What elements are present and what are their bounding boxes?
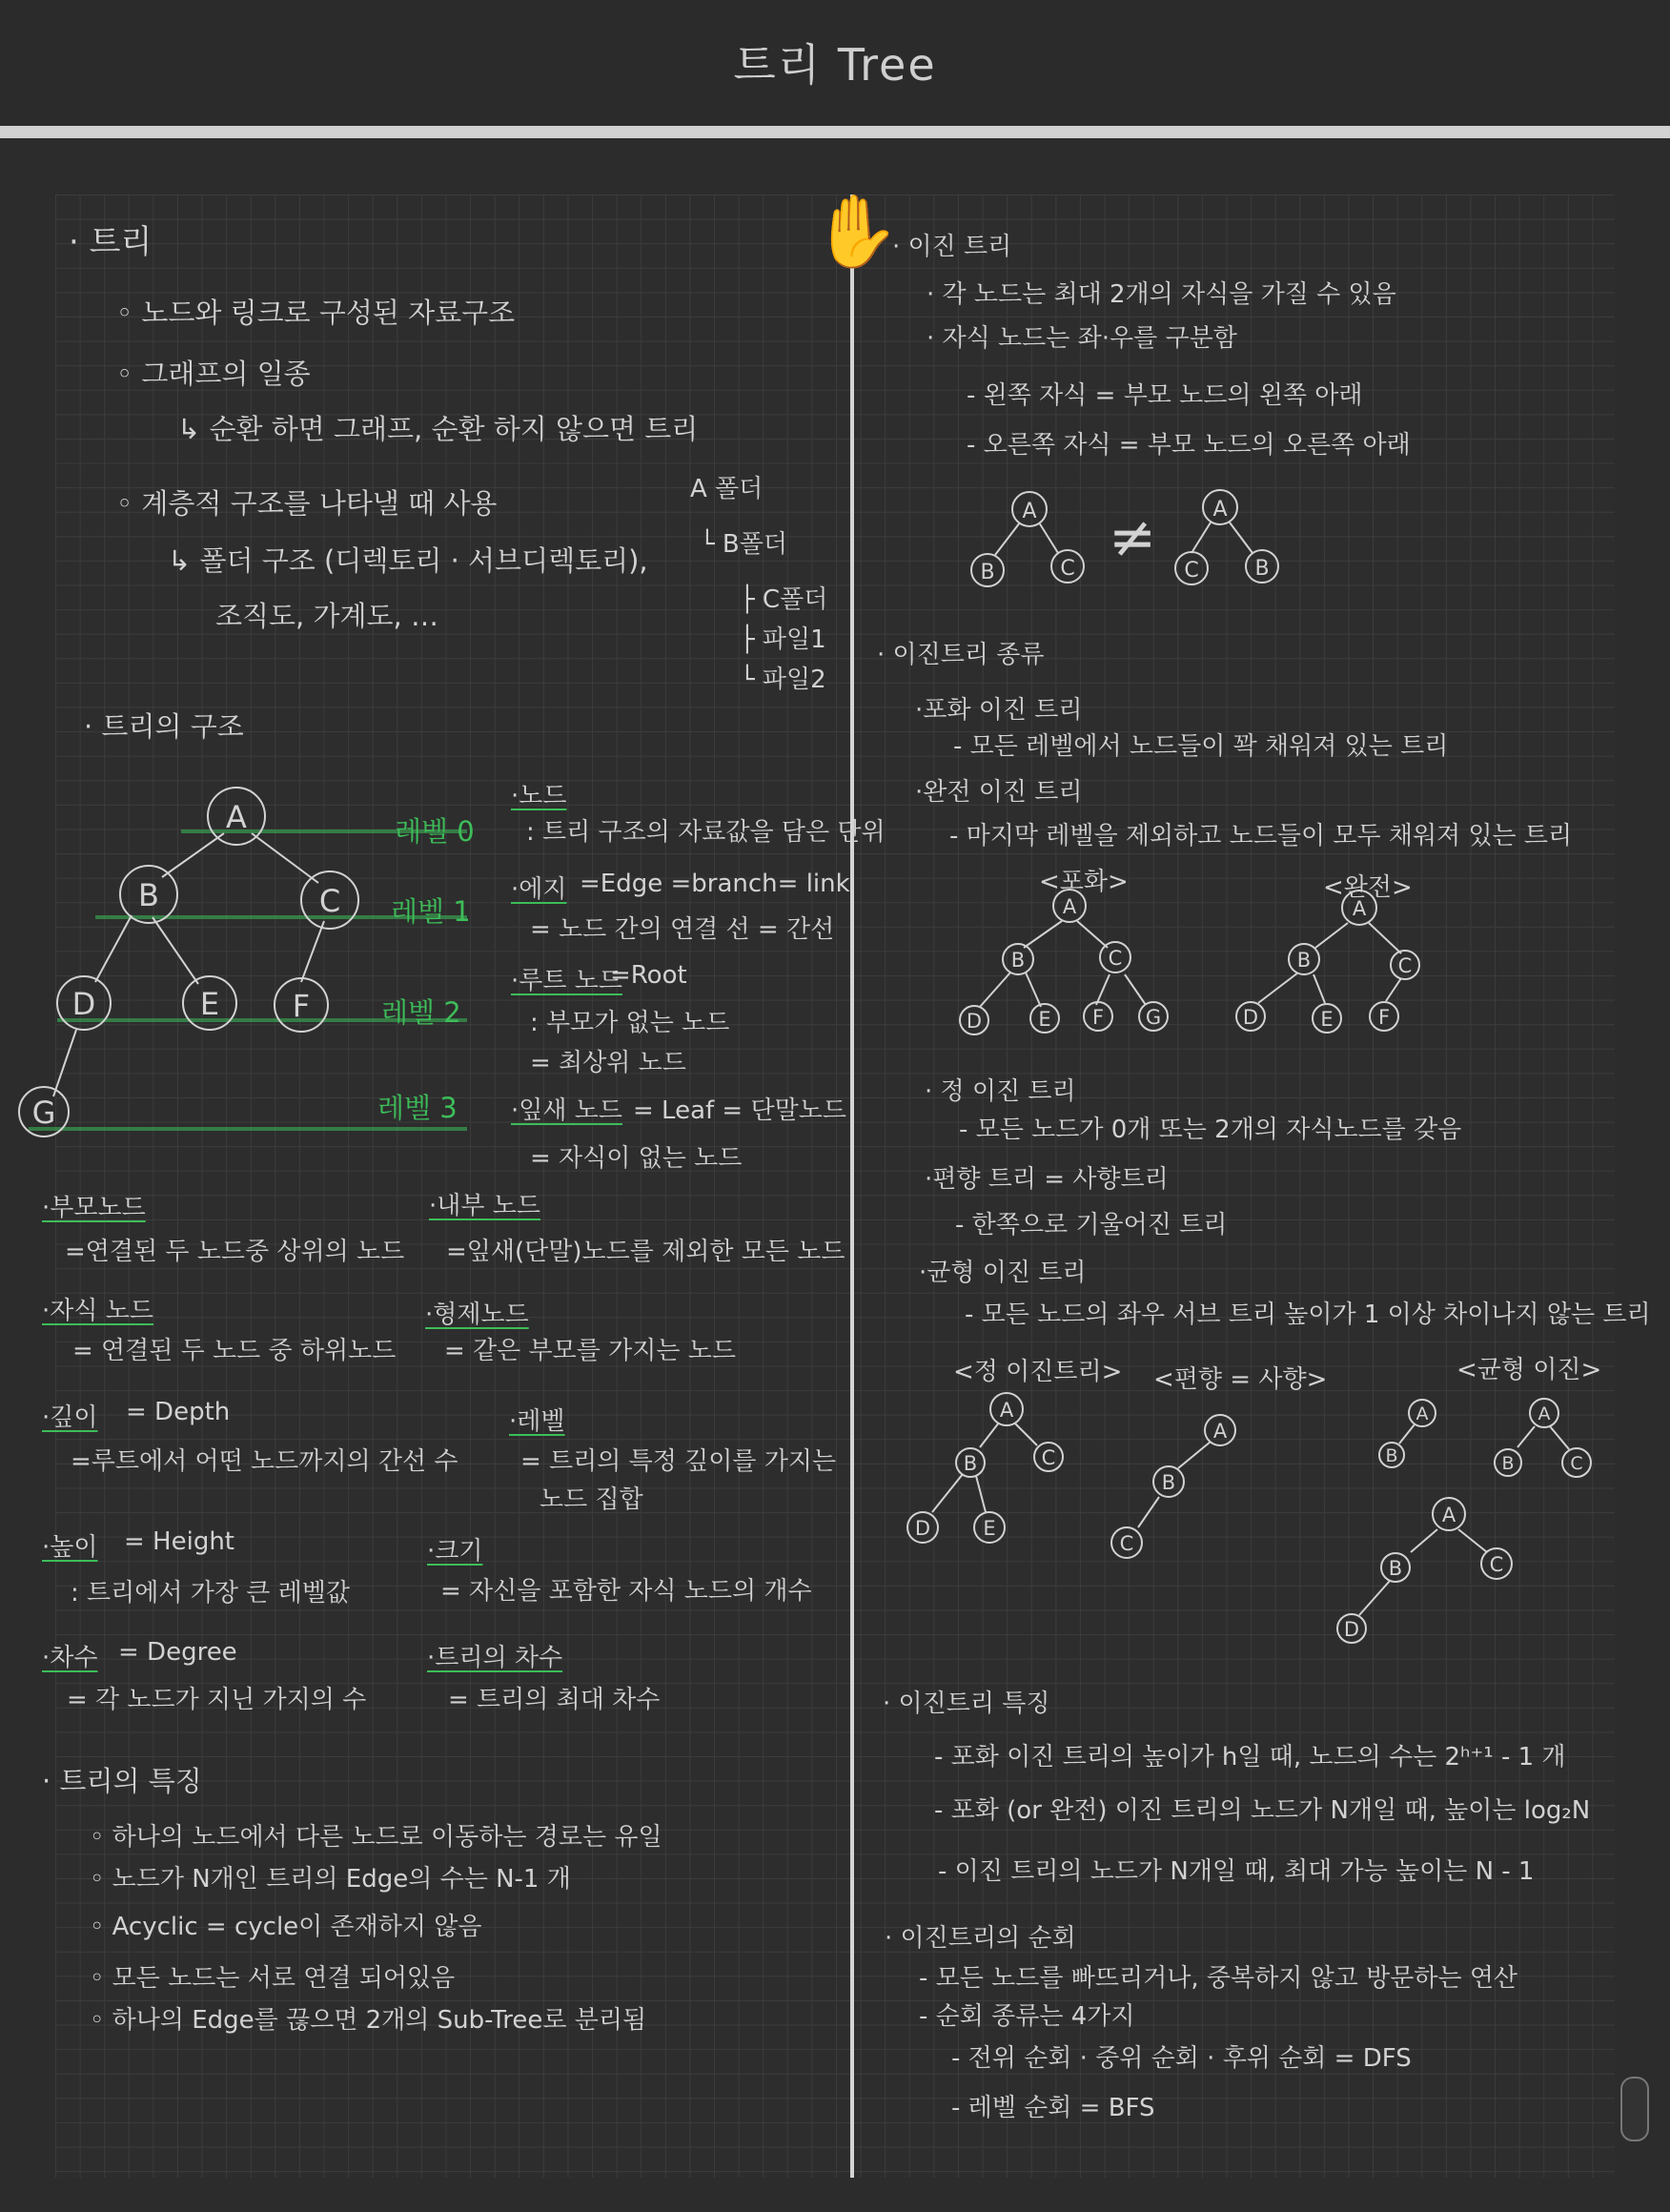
binary-compare-diagram <box>971 490 1278 586</box>
feature-item: ◦ Acyclic = cycle이 존재하지 않음 <box>90 1913 482 1941</box>
type-item: ·균형 이진 트리 <box>919 1259 1087 1287</box>
svg-text:C: C <box>318 883 341 919</box>
term-degree-desc: = 각 노드가 지닌 가지의 수 <box>67 1686 367 1714</box>
tree-point: ↳ 순환 하면 그래프, 순환 하지 않으면 트리 <box>177 413 699 445</box>
type-item: ·편향 트리 = 사향트리 <box>925 1165 1169 1194</box>
svg-text:E: E <box>983 1517 996 1540</box>
svg-text:C: C <box>1184 559 1199 583</box>
svg-text:G: G <box>31 1095 56 1131</box>
type-item: - 모든 노드가 0개 또는 2개의 자식노드를 갖음 <box>959 1116 1462 1144</box>
feature-item: ◦ 하나의 Edge를 끊으면 2개의 Sub-Tree로 분리됨 <box>90 2006 647 2035</box>
svg-text:C: C <box>1570 1453 1583 1474</box>
tree-node <box>301 871 358 929</box>
svg-text:B: B <box>980 561 995 584</box>
level-label: 레벨 2 <box>381 996 461 1029</box>
feature-item: ◦ 하나의 노드에서 다른 노드로 이동하는 경로는 유일 <box>90 1823 662 1852</box>
svg-text:D: D <box>1343 1618 1360 1641</box>
svg-text:B: B <box>963 1452 978 1475</box>
label-proper: <정 이진트리> <box>953 1358 1123 1386</box>
binary-point: · 각 노드는 최대 2개의 자식을 가질 수 있음 <box>927 280 1396 309</box>
svg-text:B: B <box>1010 949 1026 972</box>
svg-text:B: B <box>1388 1557 1403 1580</box>
term-size-desc: = 자신을 포함한 자식 노드의 개수 <box>440 1577 812 1606</box>
def-root-desc: = 최상위 노드 <box>530 1049 686 1077</box>
term-parent-title: ·부모노드 <box>42 1194 146 1222</box>
full-binary-tree <box>960 890 1168 1034</box>
traversal-item: - 레벨 순회 = BFS <box>951 2094 1155 2122</box>
tree-point: ◦ 그래프의 일종 <box>116 358 311 390</box>
traversal-heading: · 이진트리의 순회 <box>885 1924 1076 1953</box>
folder-item: ├ C폴더 <box>740 585 828 614</box>
term-depth-desc: =루트에서 어떤 노드까지의 간선 수 <box>71 1447 458 1476</box>
svg-text:A: A <box>1212 1420 1228 1443</box>
term-child-title: ·자식 노드 <box>42 1297 153 1325</box>
term-degree-title: ·차수 <box>42 1644 98 1672</box>
svg-text:B: B <box>1385 1445 1398 1466</box>
svg-text:A: A <box>1441 1504 1456 1526</box>
svg-text:C: C <box>1060 557 1075 581</box>
svg-text:A: A <box>999 1399 1014 1422</box>
type-item: ·포화 이진 트리 <box>915 696 1083 725</box>
term-internal-desc: =잎새(단말)노드를 제외한 모든 노드 <box>446 1238 845 1266</box>
tree-node <box>275 978 328 1032</box>
svg-text:E: E <box>1038 1008 1051 1031</box>
type-item: - 한쪽으로 기울어진 트리 <box>955 1211 1228 1239</box>
proper-binary-tree <box>907 1393 1063 1543</box>
folder-item: └ B폴더 <box>700 530 787 559</box>
label-full: <포화> <box>1039 868 1129 896</box>
grab-hand-cursor-icon: ✋ <box>812 191 901 273</box>
def-root-desc: : 부모가 없는 노드 <box>530 1009 730 1037</box>
svg-text:F: F <box>1091 1006 1105 1029</box>
traversal-item: - 순회 종류는 4가지 <box>919 2002 1135 2031</box>
label-skewed: <편향 = 사향> <box>1153 1365 1328 1394</box>
svg-text:A: A <box>1212 498 1228 522</box>
tree-node <box>57 976 111 1030</box>
def-leaf-title: ·잎새 노드 <box>511 1096 622 1125</box>
def-edge-desc: = 노드 간의 연결 선 = 간선 <box>530 915 835 944</box>
complete-binary-tree <box>1236 891 1419 1033</box>
def-root-title: ·루트 노드 <box>511 967 622 995</box>
svg-text:B: B <box>138 877 159 913</box>
def-leaf-eq: = Leaf = 단말노드 <box>633 1096 846 1125</box>
binary-point: · 자식 노드는 좌·우를 구분함 <box>927 324 1237 353</box>
structure-heading: · 트리의 구조 <box>84 710 244 743</box>
folder-item: ├ 파일1 <box>740 625 826 654</box>
term-child-desc: = 연결된 두 노드 중 하위노드 <box>72 1337 397 1365</box>
tree-point: 조직도, 가계도, … <box>215 600 438 632</box>
svg-text:D: D <box>914 1517 931 1540</box>
def-node-title: ·노드 <box>511 782 567 810</box>
svg-text:A: A <box>1062 895 1077 918</box>
tree-heading: · 트리 <box>69 223 153 261</box>
term-size-title: ·크기 <box>427 1537 483 1566</box>
tree-node <box>19 1087 69 1137</box>
svg-text:C: C <box>1041 1446 1056 1469</box>
term-depth-eq: = Depth <box>126 1398 231 1426</box>
term-parent-desc: =연결된 두 노드중 상위의 노드 <box>65 1238 405 1266</box>
feature-item: ◦ 모든 노드는 서로 연결 되어있음 <box>90 1964 456 1993</box>
not-equal-sign: ≠ <box>1108 504 1157 571</box>
label-complete: <완전> <box>1323 873 1413 902</box>
term-height-desc: : 트리에서 가장 큰 레벨값 <box>71 1579 350 1608</box>
tree-node <box>183 976 236 1030</box>
svg-text:E: E <box>1320 1008 1334 1031</box>
skewed-tree <box>1111 1415 1235 1558</box>
page-title: 트리 Tree <box>733 39 937 91</box>
tree-point: ↳ 폴더 구조 (디렉토리 · 서브디렉토리), <box>168 544 648 577</box>
features-heading: · 트리의 특징 <box>42 1765 202 1797</box>
scrollbar-thumb[interactable] <box>1620 2077 1649 2141</box>
term-treedeg-desc: = 트리의 최대 차수 <box>448 1686 661 1714</box>
type-item: ·완전 이진 트리 <box>915 778 1083 807</box>
type-item: - 모든 레벨에서 노드들이 꽉 채워져 있는 트리 <box>953 732 1449 761</box>
label-balanced: <균형 이진> <box>1456 1356 1602 1384</box>
folder-item: └ 파일2 <box>740 666 826 694</box>
tree-point: ◦ 계층적 구조를 나타낼 때 사용 <box>116 487 498 520</box>
feature-item: ◦ 노드가 N개인 트리의 Edge의 수는 N-1 개 <box>90 1865 571 1894</box>
term-level-title: ·레벨 <box>509 1407 565 1436</box>
term-internal-title: ·내부 노드 <box>429 1192 540 1220</box>
tree-node <box>208 788 265 845</box>
svg-text:C: C <box>1108 947 1123 970</box>
binary-features-heading: · 이진트리 특징 <box>883 1690 1050 1718</box>
svg-text:B: B <box>1254 557 1270 581</box>
level-label: 레벨 3 <box>377 1092 458 1124</box>
svg-text:B: B <box>1296 949 1312 972</box>
svg-text:D: D <box>1242 1006 1259 1029</box>
binary-feature: - 포화 이진 트리의 높이가 h일 때, 노드의 수는 2ʰ⁺¹ - 1 개 <box>934 1743 1566 1772</box>
def-edge-eq: =Edge =branch= link <box>580 870 850 898</box>
svg-text:C: C <box>1489 1553 1504 1576</box>
term-treedeg-title: ·트리의 차수 <box>427 1644 563 1672</box>
svg-text:A: A <box>1352 897 1367 920</box>
level-label: 레벨 0 <box>395 815 475 848</box>
term-height-eq: = Height <box>124 1527 234 1556</box>
svg-text:B: B <box>1501 1453 1515 1474</box>
types-heading: · 이진트리 종류 <box>877 641 1045 669</box>
type-item: · 정 이진 트리 <box>925 1077 1076 1106</box>
svg-text:A: A <box>1022 500 1037 523</box>
svg-text:F: F <box>1377 1006 1391 1029</box>
svg-text:B: B <box>1161 1471 1176 1494</box>
binary-point: - 왼쪽 자식 = 부모 노드의 왼쪽 아래 <box>967 381 1363 410</box>
tree-point: ◦ 노드와 링크로 구성된 자료구조 <box>116 297 516 329</box>
def-edge-title: ·에지 <box>511 875 567 904</box>
traversal-item: - 전위 순회 · 중위 순회 · 후위 순회 = DFS <box>951 2044 1412 2073</box>
binary-point: - 오른쪽 자식 = 부모 노드의 오른쪽 아래 <box>967 431 1411 460</box>
svg-text:A: A <box>1538 1403 1551 1424</box>
type-item: - 마지막 레벨을 제외하고 노드들이 모두 채워져 있는 트리 <box>949 822 1573 850</box>
def-root-eq: =Root <box>610 961 687 990</box>
term-level-desc: = 트리의 특정 깊이를 가지는 <box>520 1447 837 1476</box>
binary-feature: - 이진 트리의 노드가 N개일 때, 최대 가능 높이는 N - 1 <box>938 1857 1535 1886</box>
svg-text:C: C <box>1397 954 1413 977</box>
main-tree-nodes <box>19 788 358 1137</box>
svg-text:F: F <box>292 988 311 1024</box>
svg-text:A: A <box>1415 1403 1429 1424</box>
svg-text:A: A <box>226 799 247 835</box>
def-leaf-desc: = 자식이 없는 노드 <box>530 1144 743 1173</box>
binary-feature: - 포화 (or 완전) 이진 트리의 노드가 N개일 때, 높이는 log₂N <box>934 1796 1591 1825</box>
svg-text:D: D <box>966 1010 983 1033</box>
tree-node <box>120 866 177 923</box>
main-tree-edges <box>53 833 324 1096</box>
svg-text:G: G <box>1145 1006 1162 1029</box>
type-item: - 모든 노드의 좌우 서브 트리 높이가 1 이상 차이나지 않는 트리 <box>965 1301 1651 1329</box>
level-label: 레벨 1 <box>391 895 471 928</box>
term-degree-eq: = Degree <box>118 1638 237 1667</box>
balanced-trees <box>1337 1399 1591 1643</box>
term-sibling-title: ·형제노드 <box>425 1301 529 1329</box>
svg-text:C: C <box>1119 1532 1134 1555</box>
svg-text:D: D <box>71 986 96 1022</box>
term-level-desc: 노드 집합 <box>540 1485 643 1514</box>
term-depth-title: ·깊이 <box>42 1403 98 1432</box>
traversal-item: - 모든 노드를 빠뜨리거나, 중복하지 않고 방문하는 연산 <box>919 1964 1518 1993</box>
folder-item: A 폴더 <box>690 475 764 503</box>
def-node-desc: : 트리 구조의 자료값을 담은 단위 <box>526 818 886 847</box>
term-height-title: ·높이 <box>42 1533 98 1562</box>
binary-heading: · 이진 트리 <box>892 233 1012 261</box>
term-sibling-desc: = 같은 부모를 가지는 노드 <box>444 1337 737 1365</box>
svg-text:E: E <box>199 986 220 1022</box>
